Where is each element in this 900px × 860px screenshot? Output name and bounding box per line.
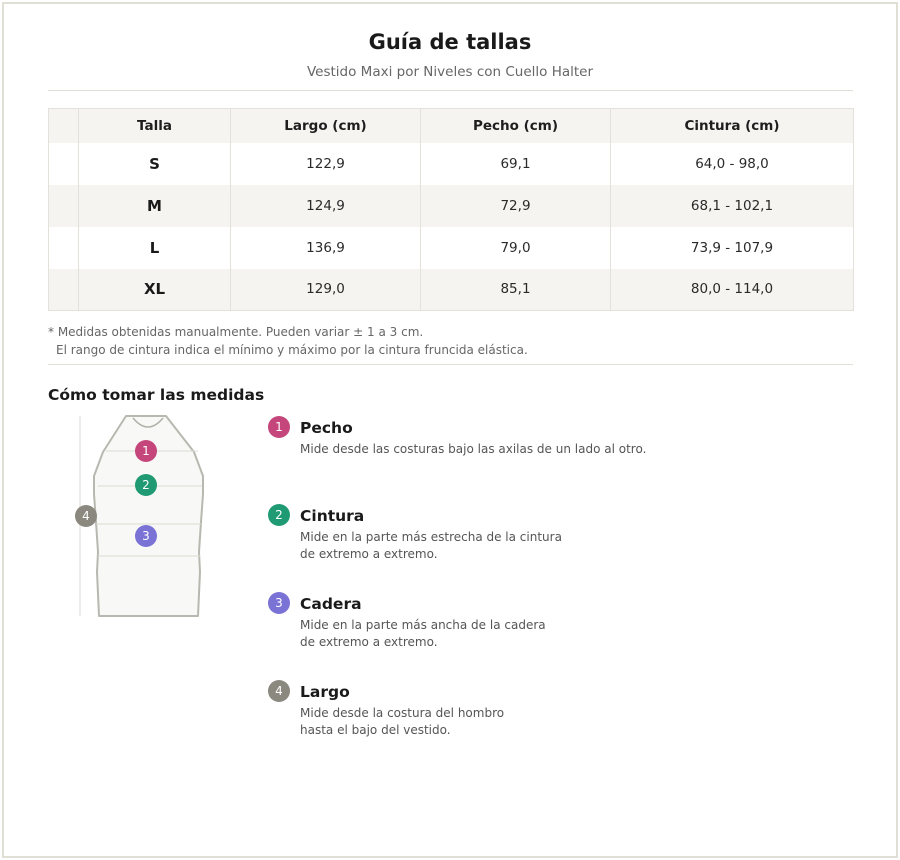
table-row [49,143,854,185]
waist-cell: 68,1 - 102,1 [611,185,854,227]
chest-cell: 69,1 [421,143,611,185]
step-description-line: Mide en la parte más estrecha de la cintura [300,530,562,544]
step-title: Cadera [300,595,362,613]
step-description-line: de extremo a extremo. [300,635,438,649]
marker-length: 4 [75,505,97,527]
size-cell: L [79,227,231,269]
page-title: Guía de tallas [368,30,532,54]
step-description [300,705,600,739]
table-row [49,185,854,227]
marker-chest: 1 [135,440,157,462]
divider [48,90,853,91]
row-spacer [49,143,79,185]
step-title: Cintura [300,507,365,525]
chest-cell: 79,0 [421,227,611,269]
step-description [300,617,600,651]
step-description-line: Mide desde la costura del hombro [300,706,505,720]
column-header-chest: Pecho (cm) [421,109,611,143]
step-description-line: Mide en la parte más ancha de la cadera [300,618,546,632]
size-cell: M [79,185,231,227]
marker-hip: 3 [135,525,157,547]
how-to-measure-title: Cómo tomar las medidas [48,386,265,404]
dress-diagram [70,412,220,622]
column-header-length: Largo (cm) [231,109,421,143]
step-number-badge: 4 [268,680,290,702]
waist-cell: 80,0 - 114,0 [611,269,854,311]
table-row [49,227,854,269]
waist-cell: 64,0 - 98,0 [611,143,854,185]
step-description [300,529,600,563]
product-subtitle: Vestido Maxi por Niveles con Cuello Halter [306,64,594,80]
length-cell: 136,9 [231,227,421,269]
length-cell: 124,9 [231,185,421,227]
row-spacer [49,269,79,311]
step-description-line: de extremo a extremo. [300,547,438,561]
step-description-line: hasta el bajo del vestido. [300,723,451,737]
step-title: Pecho [300,419,353,437]
step-number-badge: 2 [268,504,290,526]
step-number-badge: 1 [268,416,290,438]
step-number-badge: 3 [268,592,290,614]
length-cell: 122,9 [231,143,421,185]
chest-cell: 72,9 [421,185,611,227]
size-cell: S [79,143,231,185]
waist-range-note: El rango de cintura indica el mínimo y máximo por la cintura fruncida elástica. [56,343,528,357]
measurement-note: * Medidas obtenidas manualmente. Pueden variar ± 1 a 3 cm. [48,325,424,339]
table-row [49,269,854,311]
length-cell: 129,0 [231,269,421,311]
marker-waist: 2 [135,474,157,496]
waist-cell: 73,9 - 107,9 [611,227,854,269]
step-title: Largo [300,683,350,701]
divider [48,364,853,365]
table-header-row [49,109,854,143]
size-cell: XL [79,269,231,311]
column-header-blank [49,109,79,143]
column-header-size: Talla [79,109,231,143]
column-header-waist: Cintura (cm) [611,109,854,143]
size-table [48,108,854,311]
row-spacer [49,227,79,269]
step-description-line: Mide desde las costuras bajo las axilas de un lado al otro. [300,442,647,456]
row-spacer [49,185,79,227]
chest-cell: 85,1 [421,269,611,311]
step-description [300,441,720,458]
